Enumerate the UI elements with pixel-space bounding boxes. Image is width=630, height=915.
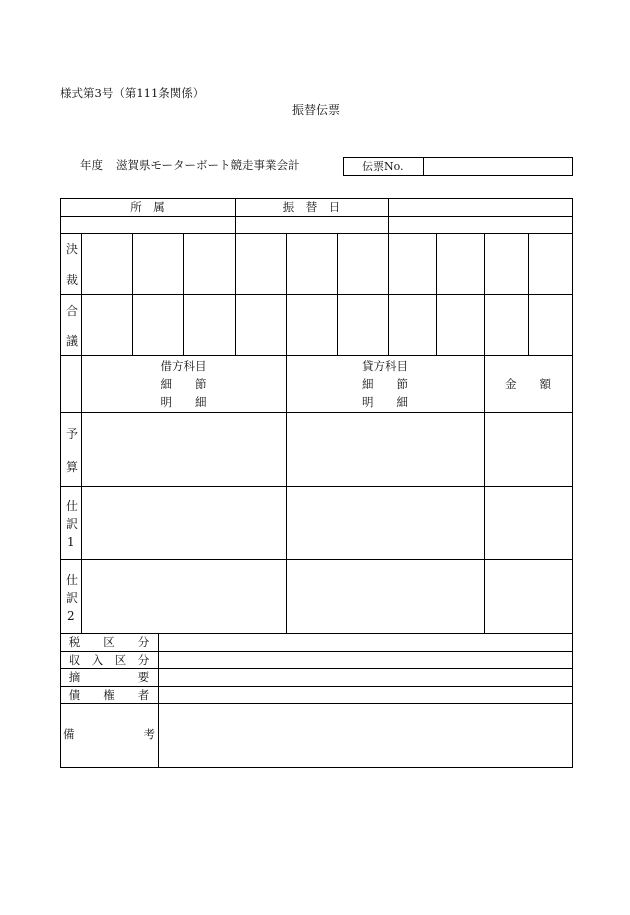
credit-account-label: 貸方科目 (362, 359, 408, 373)
journal2-label-3: 2 (67, 609, 75, 623)
accounting-name: 滋賀県モーターボート競走事業会計 (116, 158, 300, 172)
credit-subsection-label: 細 節 (362, 377, 408, 391)
revenue-category-label: 収 入 区 分 (68, 653, 150, 667)
journal1-label-1: 仕 (66, 499, 79, 513)
approval-label-1: 決 (66, 242, 79, 256)
header-extra-field[interactable] (389, 199, 571, 233)
journal1-label-3: 1 (67, 535, 75, 549)
consultation-label-2: 議 (66, 334, 79, 348)
transfer-date-label: 振 替 日 (282, 200, 341, 214)
journal1-label-2: 訳 (66, 517, 79, 531)
form-title: 振替伝票 (292, 103, 341, 117)
remarks-label: 備 考 (63, 727, 155, 741)
creditor-label: 債 権 者 (68, 688, 150, 702)
debit-detail-label: 明 細 (160, 395, 207, 409)
budget-label-1: 予 (66, 427, 79, 441)
department-label: 所 属 (130, 200, 165, 214)
fiscal-year-label: 年度 (80, 158, 103, 172)
transfer-date-field[interactable] (236, 217, 388, 233)
approval-label-2: 裁 (66, 273, 79, 287)
debit-account-label: 借方科目 (160, 359, 207, 373)
debit-subsection-label: 細 節 (160, 377, 207, 391)
journal2-label-1: 仕 (66, 573, 79, 587)
credit-detail-label: 明 細 (362, 395, 408, 409)
tax-category-field[interactable] (159, 634, 571, 651)
tax-category-label: 税 区 分 (68, 635, 150, 649)
slip-no-label: 伝票No. (362, 160, 404, 173)
remarks-field[interactable] (159, 704, 571, 766)
creditor-field[interactable] (159, 687, 571, 703)
budget-label-2: 算 (66, 460, 79, 474)
form-number: 様式第3号（第111条関係） (60, 86, 205, 100)
amount-label: 金 額 (505, 377, 551, 391)
summary-field[interactable] (159, 669, 571, 686)
slip-no-box (343, 157, 573, 176)
summary-label: 摘 要 (68, 670, 150, 684)
revenue-category-field[interactable] (159, 652, 571, 668)
consultation-label-1: 合 (66, 304, 79, 318)
department-field[interactable] (61, 217, 235, 233)
journal2-label-2: 訳 (66, 591, 79, 605)
